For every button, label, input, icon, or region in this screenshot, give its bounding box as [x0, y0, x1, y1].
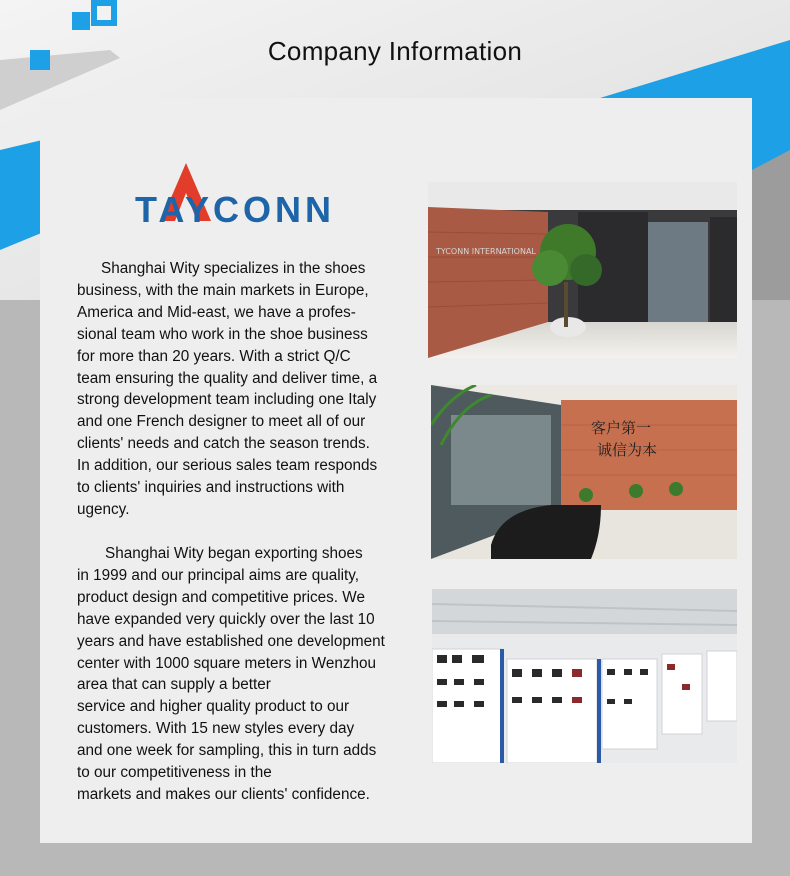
text-line: product design and competitive prices. We — [77, 588, 365, 606]
decor-square-outline — [91, 0, 117, 26]
text-line: and one week for sampling, this in turn adds — [77, 742, 377, 760]
paragraph-business-intro — [77, 258, 377, 521]
lobby-sign-text: TYCONN INTERNATIONAL — [436, 247, 536, 256]
text-line: area that can supply a better — [77, 676, 271, 694]
text-line: In addition, our serious sales team responds — [77, 457, 378, 475]
text-line: center with 1000 square meters in Wenzhou — [77, 654, 377, 672]
company-logo — [135, 163, 375, 230]
paragraph-export-history — [77, 543, 385, 806]
text-line: for more than 20 years. With a strict Q/C — [77, 347, 351, 365]
photo-showroom — [432, 589, 737, 763]
text-line: in 1999 and our principal aims are quality, — [77, 566, 360, 584]
wall-sign-line2: 诚信为本 — [597, 441, 658, 459]
logo-wordmark: TAYCONN — [135, 189, 336, 230]
text-line: years and have established one development — [77, 632, 385, 650]
text-line: markets and makes our clients' confidence. — [77, 785, 370, 803]
logo-text — [135, 189, 335, 231]
wall-sign-line1: 客户第一 — [591, 419, 652, 437]
text-line: team ensuring the quality and deliver time, a — [77, 369, 378, 387]
text-line: and one French designer to meet all of our — [77, 413, 366, 431]
text-line: Shanghai Wity specializes in the shoes — [101, 260, 366, 277]
photo-lobby — [428, 182, 737, 358]
text-line: to clients' inquiries and instructions with — [77, 479, 345, 497]
decor-square — [72, 12, 90, 30]
text-line: customers. With 15 new styles every day — [77, 720, 355, 738]
text-line: strong development team including one Italy — [77, 391, 377, 409]
text-line: Shanghai Wity began exporting shoes — [105, 545, 363, 562]
text-line: sional team who work in the shoe business — [77, 325, 368, 343]
photo-reception-wall — [431, 385, 737, 559]
text-line: America and Mid-east, we have a profes- — [77, 303, 356, 321]
text-line: to our competitiveness in the — [77, 764, 272, 782]
text-line: clients' needs and catch the season trends. — [77, 435, 370, 453]
text-line: service and higher quality product to our — [77, 698, 350, 716]
page-title: Company Information — [267, 36, 523, 66]
text-line: ugency. — [77, 500, 130, 518]
text-line: have expanded very quickly over the last 10 — [77, 610, 375, 628]
text-line: business, with the main markets in Europe, — [77, 281, 369, 299]
